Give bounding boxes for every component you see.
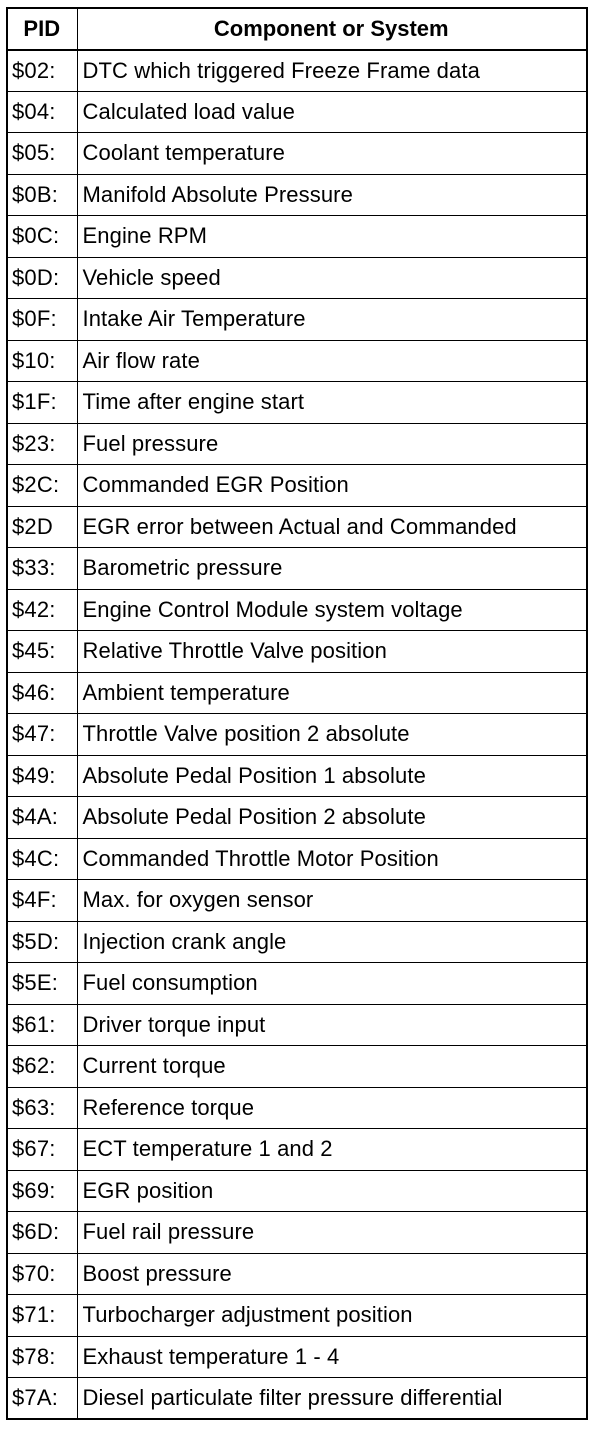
pid-cell: $23: bbox=[7, 423, 77, 465]
table-row bbox=[7, 423, 587, 465]
pid-cell: $5E: bbox=[7, 963, 77, 1005]
table-row bbox=[7, 382, 587, 424]
component-cell: Fuel consumption bbox=[77, 963, 587, 1005]
component-cell: Current torque bbox=[77, 1046, 587, 1088]
table-row bbox=[7, 921, 587, 963]
component-cell: Reference torque bbox=[77, 1087, 587, 1129]
pid-cell: $70: bbox=[7, 1253, 77, 1295]
component-cell: Engine Control Module system voltage bbox=[77, 589, 587, 631]
pid-cell: $49: bbox=[7, 755, 77, 797]
pid-cell: $0D: bbox=[7, 257, 77, 299]
pid-cell: $02: bbox=[7, 50, 77, 92]
table-row bbox=[7, 1378, 587, 1420]
table-row bbox=[7, 797, 587, 839]
pid-cell: $78: bbox=[7, 1336, 77, 1378]
pid-column-header: PID bbox=[7, 8, 77, 50]
pid-cell: $0C: bbox=[7, 216, 77, 258]
pid-cell: $47: bbox=[7, 714, 77, 756]
pid-cell: $62: bbox=[7, 1046, 77, 1088]
table-row bbox=[7, 548, 587, 590]
pid-cell: $61: bbox=[7, 1004, 77, 1046]
table-row bbox=[7, 465, 587, 507]
pid-cell: $10: bbox=[7, 340, 77, 382]
header-row bbox=[7, 8, 587, 50]
pid-cell: $4A: bbox=[7, 797, 77, 839]
pid-cell: $71: bbox=[7, 1295, 77, 1337]
component-cell: Throttle Valve position 2 absolute bbox=[77, 714, 587, 756]
component-cell: ECT temperature 1 and 2 bbox=[77, 1129, 587, 1171]
table-row bbox=[7, 1253, 587, 1295]
component-cell: Relative Throttle Valve position bbox=[77, 631, 587, 673]
table-row bbox=[7, 1046, 587, 1088]
table-row bbox=[7, 1129, 587, 1171]
component-cell: EGR position bbox=[77, 1170, 587, 1212]
table-row bbox=[7, 631, 587, 673]
pid-cell: $6D: bbox=[7, 1212, 77, 1254]
table-row bbox=[7, 838, 587, 880]
component-cell: Barometric pressure bbox=[77, 548, 587, 590]
pid-cell: $2C: bbox=[7, 465, 77, 507]
table-row bbox=[7, 257, 587, 299]
table-row bbox=[7, 506, 587, 548]
pid-cell: $4C: bbox=[7, 838, 77, 880]
table-row bbox=[7, 340, 587, 382]
component-cell: Air flow rate bbox=[77, 340, 587, 382]
pid-cell: $7A: bbox=[7, 1378, 77, 1420]
component-cell: EGR error between Actual and Commanded bbox=[77, 506, 587, 548]
table-row bbox=[7, 133, 587, 175]
pid-cell: $04: bbox=[7, 91, 77, 133]
component-cell: Driver torque input bbox=[77, 1004, 587, 1046]
table-row bbox=[7, 880, 587, 922]
table-row bbox=[7, 714, 587, 756]
table-row bbox=[7, 963, 587, 1005]
component-cell: Injection crank angle bbox=[77, 921, 587, 963]
table-row bbox=[7, 174, 587, 216]
table-row bbox=[7, 1212, 587, 1254]
component-cell: Time after engine start bbox=[77, 382, 587, 424]
component-cell: Absolute Pedal Position 2 absolute bbox=[77, 797, 587, 839]
component-cell: Max. for oxygen sensor bbox=[77, 880, 587, 922]
component-cell: Fuel rail pressure bbox=[77, 1212, 587, 1254]
table-row bbox=[7, 1170, 587, 1212]
table-row bbox=[7, 1295, 587, 1337]
component-column-header: Component or System bbox=[77, 8, 587, 50]
component-cell: Ambient temperature bbox=[77, 672, 587, 714]
table-row bbox=[7, 589, 587, 631]
component-cell: Coolant temperature bbox=[77, 133, 587, 175]
component-cell: Vehicle speed bbox=[77, 257, 587, 299]
component-cell: Boost pressure bbox=[77, 1253, 587, 1295]
pid-table bbox=[6, 7, 588, 1420]
pid-cell: $1F: bbox=[7, 382, 77, 424]
component-cell: Diesel particulate filter pressure differential bbox=[77, 1378, 587, 1420]
pid-cell: $45: bbox=[7, 631, 77, 673]
pid-cell: $0B: bbox=[7, 174, 77, 216]
pid-cell: $42: bbox=[7, 589, 77, 631]
pid-cell: $67: bbox=[7, 1129, 77, 1171]
pid-cell: $4F: bbox=[7, 880, 77, 922]
component-cell: Engine RPM bbox=[77, 216, 587, 258]
pid-cell: $05: bbox=[7, 133, 77, 175]
table-header bbox=[7, 8, 587, 50]
pid-cell: $2D bbox=[7, 506, 77, 548]
component-cell: Commanded EGR Position bbox=[77, 465, 587, 507]
component-cell: DTC which triggered Freeze Frame data bbox=[77, 50, 587, 92]
pid-cell: $69: bbox=[7, 1170, 77, 1212]
table-row bbox=[7, 216, 587, 258]
table-row bbox=[7, 1004, 587, 1046]
component-cell: Exhaust temperature 1 - 4 bbox=[77, 1336, 587, 1378]
table-row bbox=[7, 91, 587, 133]
component-cell: Manifold Absolute Pressure bbox=[77, 174, 587, 216]
pid-cell: $0F: bbox=[7, 299, 77, 341]
pid-cell: $63: bbox=[7, 1087, 77, 1129]
component-cell: Turbocharger adjustment position bbox=[77, 1295, 587, 1337]
table-row bbox=[7, 672, 587, 714]
table-body bbox=[7, 50, 587, 1420]
component-cell: Calculated load value bbox=[77, 91, 587, 133]
table-row bbox=[7, 1336, 587, 1378]
table-row bbox=[7, 50, 587, 92]
component-cell: Absolute Pedal Position 1 absolute bbox=[77, 755, 587, 797]
component-cell: Intake Air Temperature bbox=[77, 299, 587, 341]
pid-cell: $46: bbox=[7, 672, 77, 714]
table-row bbox=[7, 755, 587, 797]
component-cell: Commanded Throttle Motor Position bbox=[77, 838, 587, 880]
component-cell: Fuel pressure bbox=[77, 423, 587, 465]
pid-cell: $33: bbox=[7, 548, 77, 590]
pid-cell: $5D: bbox=[7, 921, 77, 963]
table-row bbox=[7, 299, 587, 341]
table-row bbox=[7, 1087, 587, 1129]
